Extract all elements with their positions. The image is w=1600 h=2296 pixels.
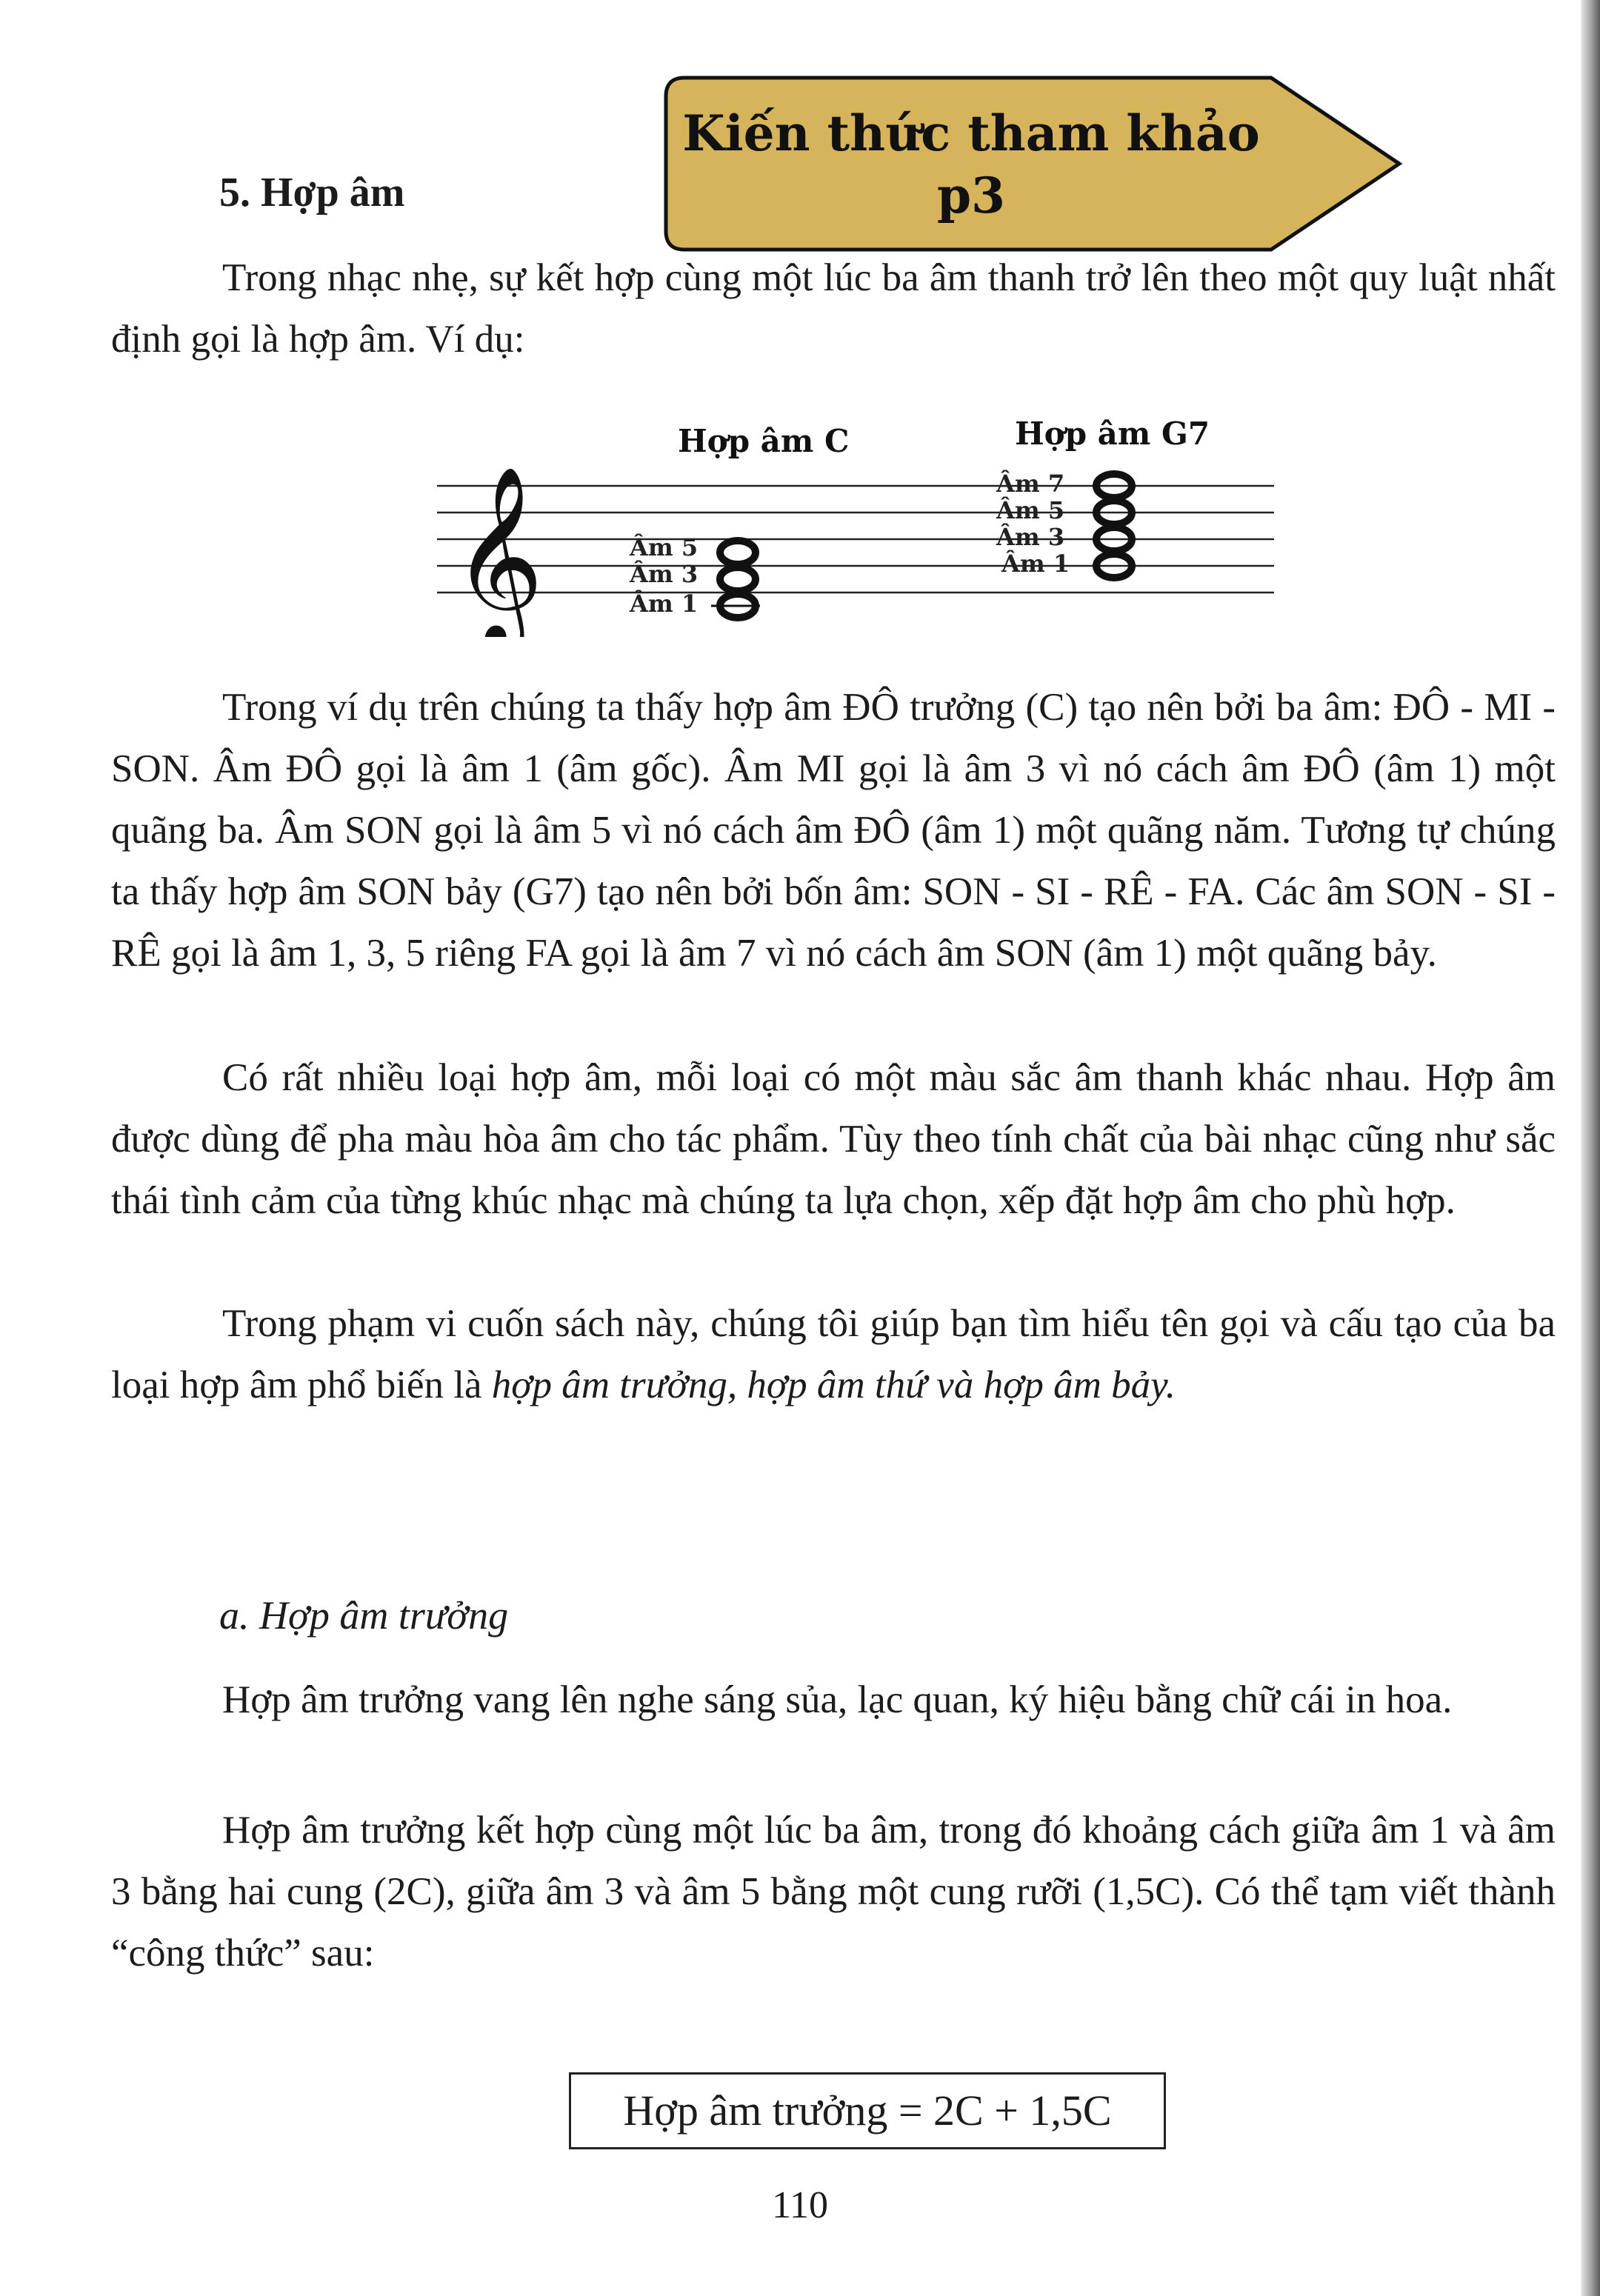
subheading-major-chord: a. Hợp âm trưởng xyxy=(219,1593,509,1638)
chord-c-label-5: Âm 5 xyxy=(630,533,699,561)
chord-c-label-3: Âm 3 xyxy=(630,560,699,588)
paragraph-chord-explanation: Trong ví dụ trên chúng ta thấy hợp âm ĐÔ trưởng (C) tạo nên bởi ba âm: ĐÔ - MI - SON. Âm ĐÔ gọi là âm 1 (âm gốc). Âm MI gọi là âm 3 vì nó cách âm ĐÔ (âm 1) một quãng ba. Âm SON gọi là âm 5 vì nó cách âm ĐÔ (âm 1) một quãng năm. Tương tự chúng ta thấy hợp âm SON bảy (G7) tạo nên bởi bốn âm: SON - SI - RÊ - FA. Các âm SON - SI - RÊ gọi là âm 1, 3, 5 riêng FA gọi là âm 7 vì nó cách âm SON (âm 1) một quãng bảy. xyxy=(111,686,1556,975)
paragraph-book-scope-end: . xyxy=(1165,1364,1176,1406)
paragraph-chord-types: Có rất nhiều loại hợp âm, mỗi loại có một màu sắc âm thanh khác nhau. Hợp âm được dùng để pha màu hòa âm cho tác phẩm. Tùy theo tính chất của bài nhạc cũng như sắc thái tình cảm của từng khúc nhạc mà chúng ta lựa chọn, xếp đặt hợp âm cho phù hợp. xyxy=(111,1056,1556,1222)
paragraph-book-scope xyxy=(111,1293,1556,1416)
chord-c-label-1: Âm 1 xyxy=(630,590,699,618)
chord-g7-notes xyxy=(1096,474,1132,578)
chord-g7-label-1: Âm 1 xyxy=(1001,550,1070,578)
music-staff xyxy=(415,415,1304,637)
paragraph-book-scope-text: Trong phạm vi cuốn sách này, chúng tôi giúp bạn tìm hiểu tên gọi và cấu tạo của ba loại hợp âm phổ biến là xyxy=(111,1302,1556,1406)
page-edge xyxy=(1581,0,1600,2296)
banner-line-2: p3 xyxy=(936,167,1006,224)
chord-c-title: Hợp âm C xyxy=(678,423,850,459)
chord-c-notes xyxy=(711,541,760,618)
reference-banner xyxy=(664,76,1404,252)
chord-g7-label-7: Âm 7 xyxy=(996,470,1065,498)
note-c-3 xyxy=(720,567,756,591)
paragraph-major-chord-intervals: Hợp âm trưởng kết hợp cùng một lúc ba âm, trong đó khoảng cách giữa âm 1 và âm 3 bằng hai cung (2C), giữa âm 3 và âm 5 bằng một cung rưỡi (1,5C). Có thể tạm viết thành “công thức” sau: xyxy=(111,1809,1556,1975)
section-title: 5. Hợp âm xyxy=(219,170,405,216)
chord-g7-label-5: Âm 5 xyxy=(996,496,1065,524)
major-chord-formula: Hợp âm trưởng = 2C + 1,5C xyxy=(569,2072,1166,2149)
chord-g7-label-3: Âm 3 xyxy=(996,523,1065,551)
staff-lines xyxy=(437,486,1274,593)
chord-figure xyxy=(415,415,1304,637)
banner-line-1: Kiến thức tham khảo xyxy=(682,104,1260,162)
banner-title xyxy=(664,102,1279,227)
note-c-5 xyxy=(720,541,756,564)
chord-g7-title: Hợp âm G7 xyxy=(1015,416,1210,452)
intro-paragraph: Trong nhạc nhẹ, sự kết hợp cùng một lúc ba âm thanh trở lên theo một quy luật nhất định gọi là hợp âm. Ví dụ: xyxy=(111,256,1556,361)
page-number: 110 xyxy=(771,2184,829,2226)
paragraph-major-chord-sound: Hợp âm trưởng vang lên nghe sáng sủa, lạc quan, ký hiệu bằng chữ cái in hoa. xyxy=(222,1678,1453,1721)
chord-type-list: hợp âm trưởng, hợp âm thứ và hợp âm bảy xyxy=(491,1364,1166,1406)
treble-clef-icon: 𝄞 xyxy=(452,464,544,637)
